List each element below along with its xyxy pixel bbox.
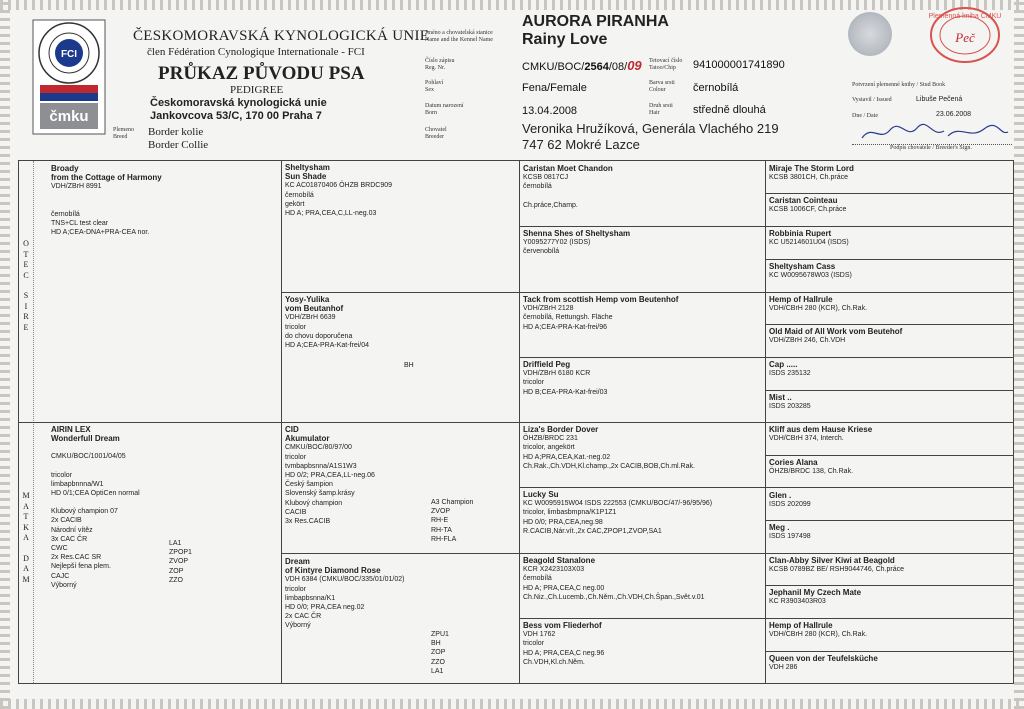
side-letter [20,281,32,291]
row-divider-gen2-top [281,292,1013,293]
gen3-line: HD A; PRA,CEA,C neg.96 [523,649,605,657]
colour-value: černobílá [693,82,739,94]
gen4-line: KC W0095678W03 (ISDS) [769,272,852,280]
gen3-line: Ch.Rak.,Ch.VDH,Kl.champ.,2x CACIB,BOB,Ch.ml.Rak. [523,462,695,470]
gen3-line: tricolor [523,379,545,387]
gen2-line: do chovu doporučena [285,332,353,340]
colour-label: Barva srsti Colour [649,80,675,93]
sire-cell [51,164,277,419]
side-letter: A [23,501,29,511]
breeder-label: Chovatel Breeder [425,127,447,140]
stud-book-stamp [915,4,1013,66]
side-label-dam [20,491,32,585]
decorative-border-top [0,0,1024,10]
org-name: ČESKOMORAVSKÁ KYNOLOGICKÁ UNIE [133,28,430,44]
row-divider-gen4-3 [765,259,1013,260]
gen2-name-2: Sun Shade [285,172,327,182]
dam-line: limbapbnnna/W1 [51,480,104,488]
sire-line: VDH/ZBrH 8991 [51,183,102,191]
gen2-line: limbapbsnna/K1 [285,594,336,602]
gen3-line: tricolor, limbasbmpna/K1P1Z1 [523,509,617,517]
stud-book-confirm: Potvrzení plemenné knihy / Stud Book [852,82,946,88]
sire-line [51,192,277,201]
gen2-line: 2x CAC ČR [285,613,322,621]
gen3-line: tricolor [523,640,545,648]
dam-line: HD 0/1;CEA OptiCen normal [51,490,140,498]
gen3-cell-8 [523,621,761,681]
dam-line [51,498,277,507]
gen4-line: VDH 286 [769,664,798,672]
side-letter: M [22,574,30,584]
row-divider-gen3-7 [519,618,1013,619]
gen3-cell-4 [523,360,761,420]
gen2-line: HD 0/0; PRA,CEA neg.02 [285,604,365,612]
side-letter: T [23,512,29,521]
gen3-cell-6 [523,490,761,550]
gen3-line: VDH/ZBrH 6180 KCR [523,370,591,378]
side-letter: O [23,239,29,248]
gen4-name: Cories Alana [769,458,818,467]
dam-extra: LA1 [169,540,182,547]
dam-line: CAJC [51,572,70,580]
gen4-line: KC U5214601U04 (ISDS) [769,239,849,247]
sire-name-2: from the Cottage of Harmony [51,173,162,183]
gen4-name: Hemp of Hallrule [769,621,833,630]
fci-logo-text: FCI [60,49,78,60]
org-member: člen Fédération Cynologique Internationale - FCI [147,46,365,58]
breed-en: Border Collie [148,139,209,151]
gen4-name: Hemp of Hallrule [769,295,833,304]
gen4-name: Cap ..... [769,360,798,369]
gen4-line: ÖHZB/BRDC 138, Ch.Rak. [769,468,854,476]
dam-line: 2x CACIB [51,517,82,525]
gen3-name: Driffield Peg [523,360,571,369]
gen2-line: gekört [285,200,305,208]
gen4-line: KCSB 3801CH, Ch.práce [769,174,848,182]
gen2-name-2: Akumulator [285,434,330,444]
gen4-name: Mist .. [769,393,792,402]
side-letter: T [23,249,29,259]
gen2-name-2: of Kintyre Diamond Rose [285,566,381,576]
gen2-line: Český šampion [285,481,333,489]
gen2-line: Výborný [285,622,311,630]
side-letter: R [23,312,29,321]
stamp-signature: Peč [955,30,975,45]
dam-line [51,443,277,452]
gen2-name-1: Yosy-Yulika [285,295,330,304]
gen2-extras-dream [431,630,515,676]
gen2-line: KC AC01870406 ÖHZB BRDC909 [285,182,392,190]
gen2-name-1: Sheltysham [285,163,330,172]
date-label: Dne / Date [852,113,878,119]
gen4-line: KCSB 0789BZ BE/ RSH9044746, Ch.práce [769,566,905,574]
gen4-cell-4 [769,262,1009,280]
gen4-cell-8 [769,393,1009,411]
gen3-cell-2 [523,229,761,289]
side-label-sire [20,239,32,333]
gen2-extra: RH-TA [431,526,452,534]
gen2-line: HD A;CEA-PRA-Kat-frei/04 [285,342,370,350]
gen2-name-1: CID [285,425,299,434]
cmku-logo [30,17,108,137]
gen2-extra: BH [431,640,441,648]
gen4-cell-9 [769,425,1009,443]
chip-value: 941000001741890 [693,59,785,71]
gen3-line: červenobílá [523,248,560,256]
gen4-name: Miraje The Storm Lord [769,164,854,173]
gen3-name: Caristan Moet Chandon [523,164,613,173]
gen4-cell-2 [769,196,1009,214]
sire-line [51,201,277,210]
row-divider-gen4-13 [765,585,1013,586]
date-value: 23.06.2008 [936,111,972,118]
gen2-extras-cid [431,498,515,544]
address-line-2: Jankovcova 53/C, 170 00 Praha 7 [150,110,322,122]
row-divider-gen2-bottom [281,553,1013,554]
gen3-line: VDH/ZBrH 2128 [523,305,574,313]
gen2-line: VDH/ZBrH 6639 [285,314,336,322]
row-divider-gen4-5 [765,324,1013,325]
gen2-extra: A3 Champion [431,499,474,506]
dam-line: tricolor [51,471,73,479]
gen4-name: Jephanil My Czech Mate [769,588,862,597]
gen3-line: HD 0/0; PRA,CEA,neg.98 [523,518,603,526]
gen4-name: Glen . [769,491,792,500]
gen3-line [523,192,761,201]
gen4-line: ISDS 202099 [769,501,811,509]
decorative-border-right [1014,0,1024,709]
gen4-line: ISDS 203285 [769,403,811,411]
side-letter: A [23,564,29,573]
sex-value: Fena/Female [522,82,587,94]
grandsire-paternal-cell [285,163,515,290]
dam-line: Národní vítěz [51,526,93,534]
gen4-cell-10 [769,458,1009,476]
sex-label: Pohlaví Sex [425,80,444,93]
born-label: Datum narození Born [425,103,464,116]
reg-handwritten: 09 [627,58,642,73]
breeder-line-1: Veronika Hružíková, Generála Vlachého 219 [522,121,779,136]
gen4-line: VDH/ZBrH 246, Ch.VDH [769,337,846,345]
signature-label: Podpis chovatele / Breeder's Sign. [890,145,972,151]
side-letter: K [23,522,29,532]
gen3-line: černobílá, Rettungsh. Fläche [523,314,613,322]
fci-logo-icon [30,17,108,137]
gen3-line: HD A; PRA,CEA,C neg.00 [523,584,605,592]
stamp-icon [915,4,1013,66]
gen4-cell-1 [769,164,1009,182]
gen2-extra: ZOP [431,649,446,657]
granddam-paternal-cell [285,295,515,420]
side-letter [20,544,32,554]
gen3-cell-3 [523,295,761,355]
reg-mid: /08/ [608,61,628,73]
gen2-line: tvmbapbsnna/A1S1W3 [285,462,357,470]
gen2-line: VDH 6384 (CMKU/BOC/335/01/01/02) [285,576,405,584]
gen2-line: CMKU/BOC/80/97/00 [285,444,352,452]
gen3-line: HD A;PRA,CEA,Kat.-neg.02 [523,453,611,461]
row-divider-mid [19,422,1013,423]
gen2-line: tricolor [285,453,307,461]
born-value: 13.04.2008 [522,105,578,117]
gen4-line: VDH/CBrH 280 (KCR), Ch.Rak. [769,305,868,313]
row-divider-gen4-1 [765,193,1013,194]
dam-extra: ZOP [169,567,184,575]
cmku-logo-text: čmku [49,108,89,125]
gen2-extra: ZPU1 [431,631,449,638]
gen3-line: KCSB 0817CJ [523,174,569,182]
dam-extras [169,539,269,585]
gen4-cell-16 [769,654,1009,672]
gen4-cell-6 [769,327,1009,345]
side-letter: D [23,553,29,563]
gen2-line: CACIB [285,508,307,516]
gen3-name: Beagold Stanalone [523,556,596,565]
gen3-line: ÖHZB/BRDC 231 [523,435,578,443]
dam-extra: ZZO [169,576,183,584]
dam-extra: ZVOP [169,558,189,566]
gen2-line: tricolor [285,323,307,331]
gen4-cell-12 [769,523,1009,541]
breeder-line-2: 747 62 Mokré Lazce [522,137,640,152]
doc-title: PRŮKAZ PŮVODU PSA [158,63,365,84]
gen4-cell-15 [769,621,1009,639]
gen3-line: černobílá [523,183,552,191]
gen2-name-1: Dream [285,557,310,566]
pedigree-table [18,160,1014,684]
chip-label: Tetovací číslo Tatoo/Chip [649,58,683,71]
gen4-name: Clan-Abby Silver Kiwi at Beagold [769,556,895,565]
gen2-extra-bh: BH [404,362,414,369]
row-divider-gen3-3 [519,357,1013,358]
gen4-line: KC R3903403R03 [769,598,826,606]
sire-line: černobílá [51,210,80,218]
dog-name-line-2: Rainy Love [522,31,608,48]
hair-label: Druh srsti Hair [649,103,673,116]
row-divider-gen4-11 [765,520,1013,521]
hair-value: středně dlouhá [693,104,766,116]
gen3-name: Liza's Border Dover [523,425,599,434]
issued-label: Vystavil / Issued [852,97,892,103]
side-letter: S [23,291,29,300]
side-letter: A [23,533,29,542]
gen2-extra: RH-E [431,517,449,525]
gen3-line: černobílá [523,575,552,583]
gen2-line: 3x Res.CACIB [285,518,331,526]
row-divider-gen3-1 [519,226,1013,227]
dam-line: CMKU/BOC/1001/04/05 [51,453,126,461]
gen2-extra: ZZO [431,658,445,666]
row-divider-gen3-5 [519,487,1013,488]
gen3-line: HD B;CEA-PRA-Kat-frei/03 [523,388,608,396]
gen2-name-2: vom Beutanhof [285,304,344,314]
gen2-extra: RH-FLA [431,535,457,543]
gen4-line: KCSB 1006CF, Ch.práce [769,206,847,214]
gen3-line: KC W0095915W04 ISDS 222553 (CMKU/BOC/47/-96/95/96) [523,500,713,508]
gen4-name: Old Maid of All Work vom Beutehof [769,327,903,336]
gen4-cell-11 [769,491,1009,509]
gen4-name: Queen von der Teufelsküche [769,654,878,663]
gen3-name: Tack from scottish Hemp vom Beutenhof [523,295,679,304]
gen4-cell-13 [769,556,1009,574]
signature-icon [852,122,1012,144]
side-letter: C [23,270,29,280]
gen3-line: Ch.práce,Champ. [523,201,578,209]
gen3-cell-5 [523,425,761,485]
address-line-1: Českomoravská kynologická unie [150,97,327,109]
side-letter: I [24,301,28,311]
gen4-line: ISDS 197498 [769,533,811,541]
gen3-cell-1 [523,164,761,224]
gen4-line: VDH/CBrH 280 (KCR), Ch.Rak. [769,631,868,639]
gen4-name: Kliff aus dem Hause Kriese [769,425,873,434]
gen2-line: Slovenský šamp.krásy [285,490,355,498]
gen3-name: Shenna Shes of Sheltysham [523,229,631,238]
side-letter: E [23,260,29,269]
gen4-name: Sheltysham Cass [769,262,836,271]
dam-line: CWC [51,545,68,553]
dam-line: Klubový champion 07 [51,508,118,516]
gen4-cell-14 [769,588,1009,606]
sire-line: TNS+CL test clear [51,219,109,227]
gen3-line: VDH 1762 [523,631,556,639]
gen3-line: Ch.VDH,Kl.ch.Něm. [523,658,585,666]
dam-name-2: Wonderfull Dream [51,434,120,444]
dam-line: 2x Res.CAC SR [51,554,102,562]
decorative-border-bottom [0,699,1024,709]
row-divider-gen4-9 [765,455,1013,456]
dam-line: Výborný [51,581,77,589]
doc-subtitle: PEDIGREE [230,84,284,96]
dog-name-line-1: AURORA PIRANHA [522,13,669,30]
gen4-cell-5 [769,295,1009,313]
name-label: Jméno a chovatelská stanice Name and the Kennel Name [425,30,493,43]
gen4-cell-7 [769,360,1009,378]
gen2-line: Klubový champion [285,499,343,507]
stamp-text: Plemenná kniha ČMKU [928,13,1002,20]
side-letter: E [23,322,29,332]
gen3-line: HD A;CEA-PRA-Kat-frei/96 [523,323,608,331]
gen2-extra: ZVOP [431,508,451,516]
hologram-seal-icon [848,12,892,56]
gen3-line: KCR X2423103X03 [523,566,585,574]
gen2-extra: LA1 [431,667,444,675]
dam-line [51,462,277,471]
gen3-line: Ch.Niz.,Ch.Lucemb.,Ch.Něm.,Ch.VDH,Ch.Špan.,Svět.v.01 [523,593,705,601]
gen3-cell-7 [523,556,761,616]
gen2-line: HD A; PRA,CEA,C,LL-neg.03 [285,210,377,218]
row-divider-gen4-7 [765,390,1013,391]
gen4-name: Robbinia Rupert [769,229,832,238]
gen2-line: tricolor [285,585,307,593]
dam-line: 3x CAC ČR [51,535,88,543]
gen4-name: Meg . [769,523,790,532]
gen4-cell-3 [769,229,1009,247]
sire-line: HD A;CEA-DNA+PRA-CEA nor. [51,229,150,237]
dam-extra: ZPOP1 [169,549,192,557]
gen3-line: Y0095277Y02 (ISDS) [523,239,591,247]
reg-number [522,58,642,73]
breed-label: Plemeno Breed [113,127,134,140]
gen2-line: HD 0/2; PRA,CEA,LL-neg.06 [285,472,375,480]
gen4-name: Caristan Cointeau [769,196,838,205]
side-letter: M [22,491,30,500]
gen3-name: Lucky Su [523,490,559,499]
gen2-line: černobílá [285,191,314,199]
gen3-line: tricolor, angekört [523,444,575,452]
gen3-line: R.CACIB,Nár.vít.,2x CAC,ZPOP1,ZVOP,SA1 [523,527,662,535]
dam-name-1: AIRIN LEX [51,425,91,434]
breed-cz: Border kolie [148,126,204,138]
gen4-line: VDH/CBrH 374, Interch. [769,435,844,443]
gen4-line: ISDS 235132 [769,370,811,378]
issued-value: Libuše Pečená [916,96,963,103]
dam-line: Nejlepší fena plem. [51,563,111,571]
sire-name-1: Broady [51,164,79,173]
gen3-name: Bess vom Fliederhof [523,621,602,630]
reg-bold: 2564 [584,61,609,73]
row-divider-gen4-15 [765,651,1013,652]
breeder-signature [852,122,1012,144]
decorative-border-left [0,0,10,709]
reg-label: Číslo zápisu Reg. Nr. [425,58,455,71]
reg-prefix: CMKU/BOC/ [522,61,585,73]
